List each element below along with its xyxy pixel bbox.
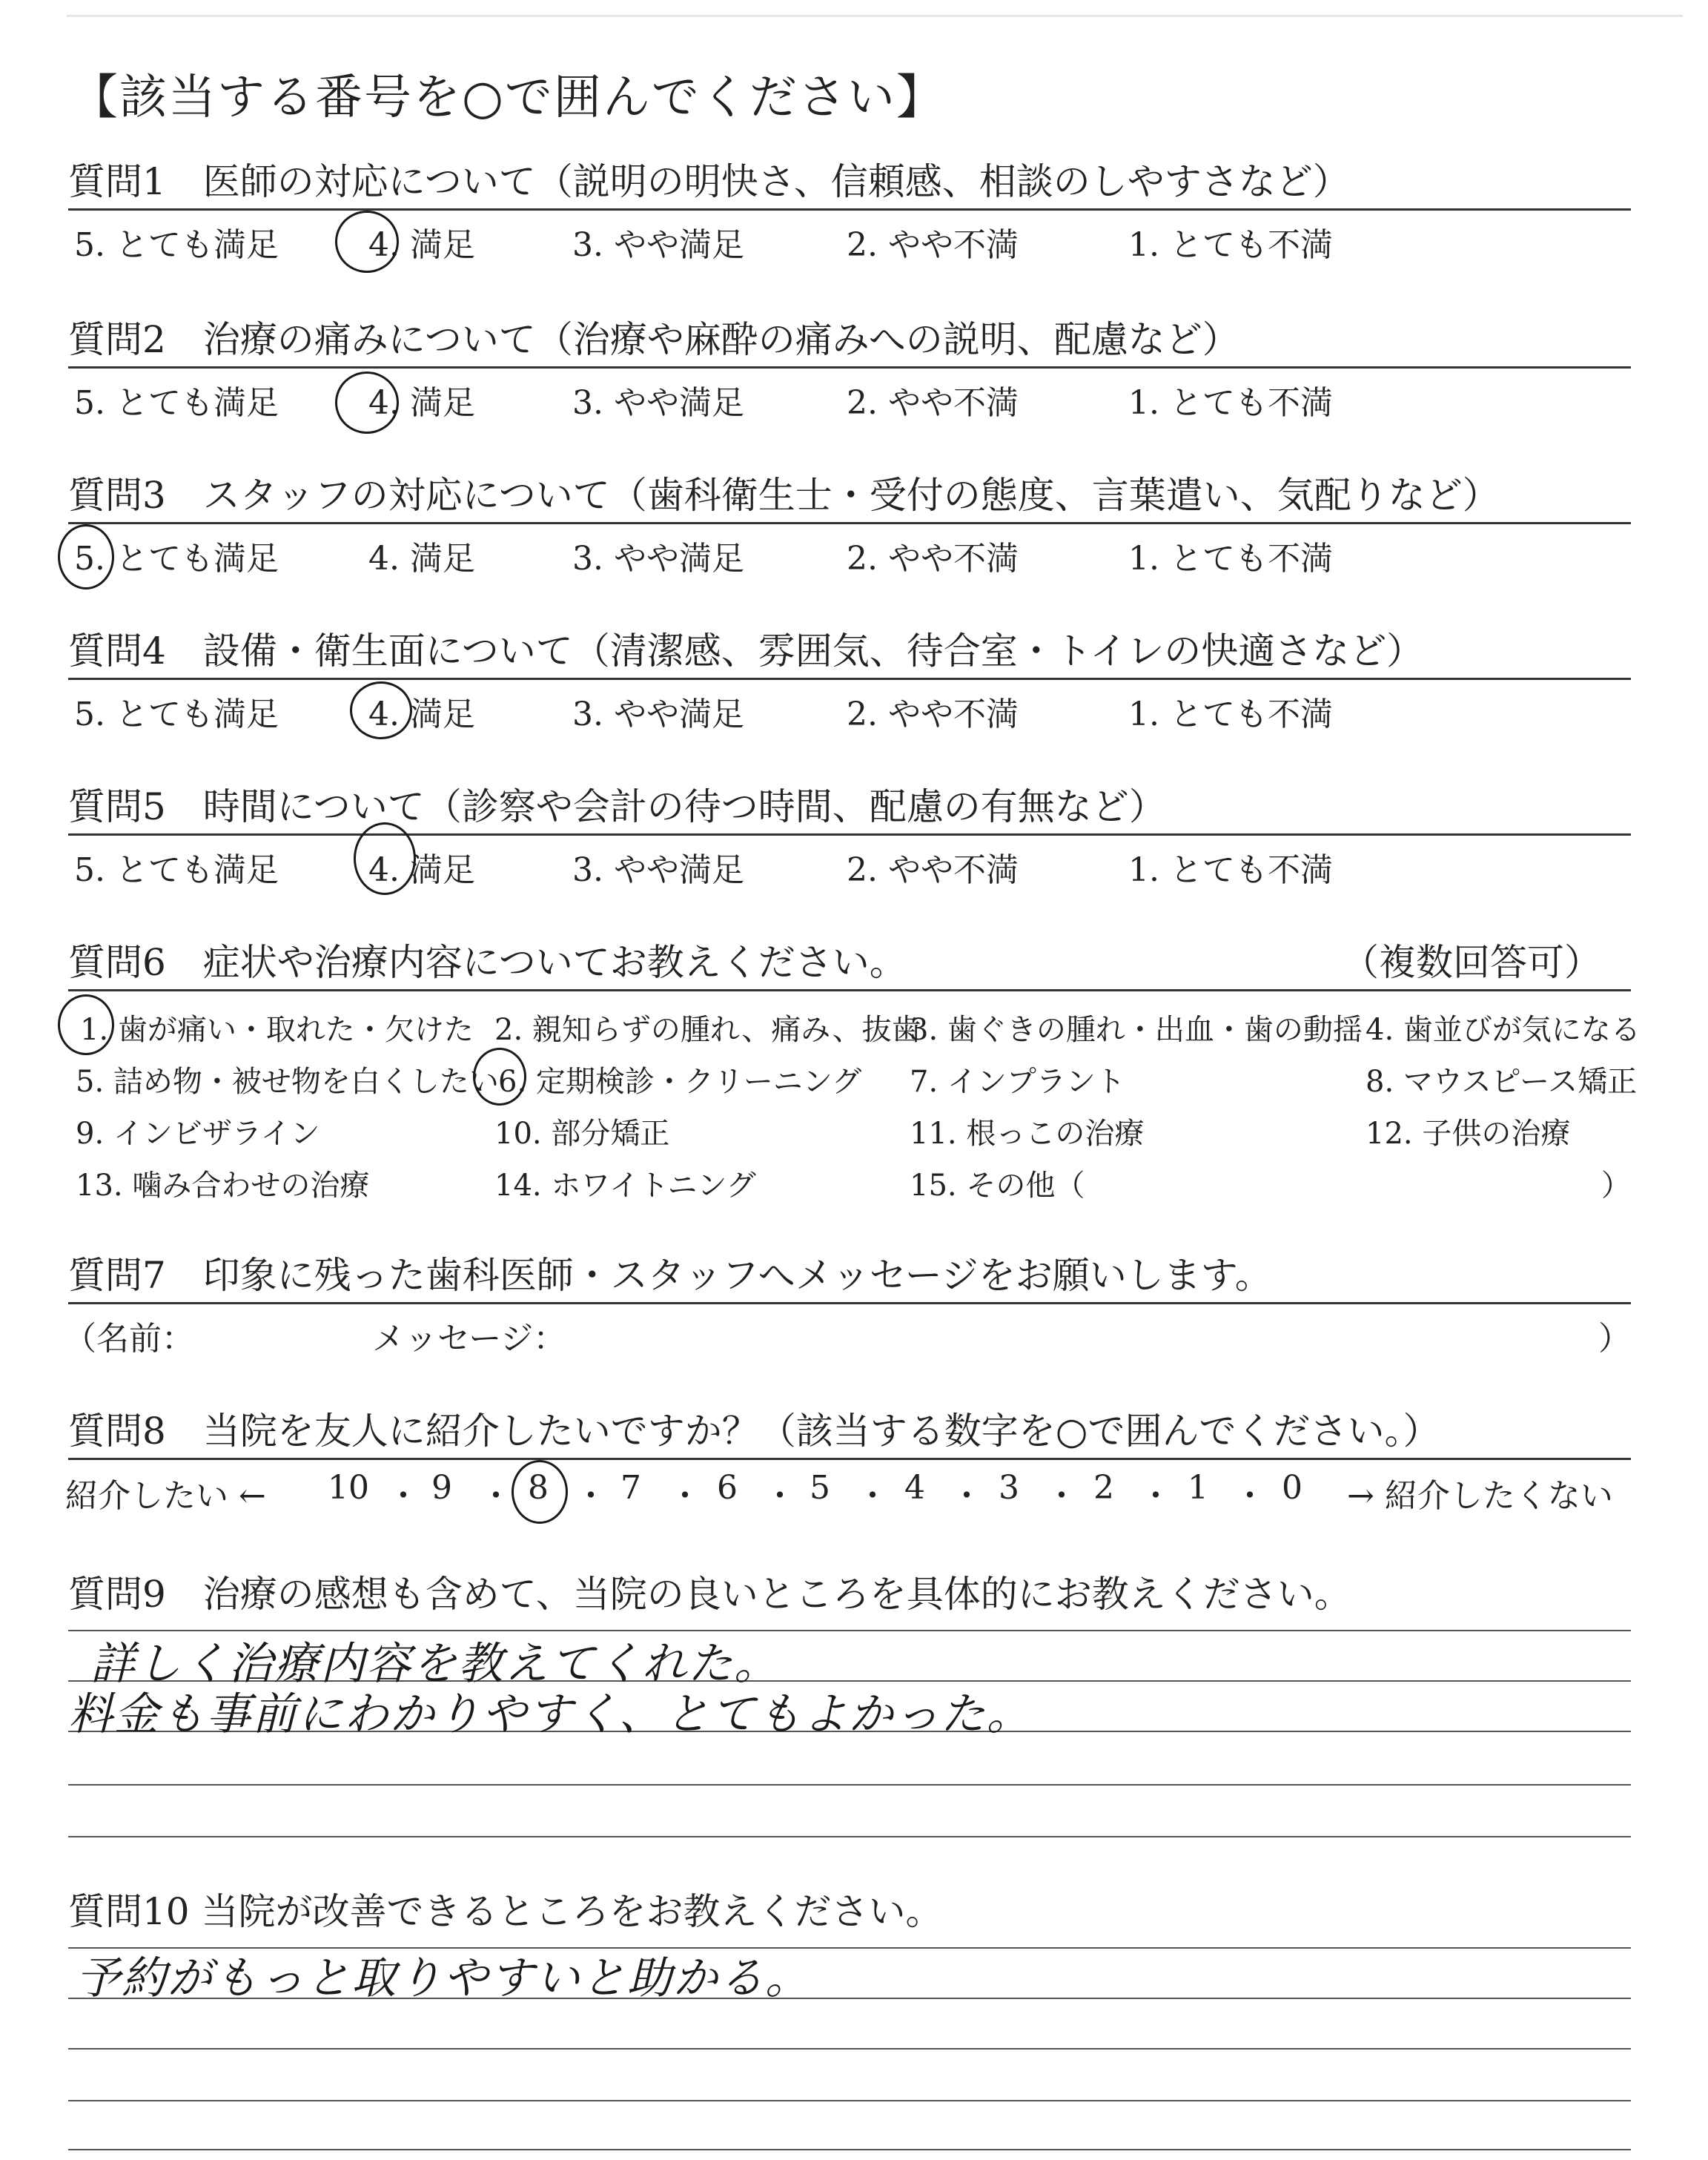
writing-line [68, 2100, 1631, 2101]
handwritten-circle-mark [58, 524, 114, 589]
scale-dot: ・ [1139, 1477, 1172, 1515]
question-6-title: 質問6 症状や治療内容についてお教えください。 [68, 941, 907, 984]
option-7[interactable]: 7. インプラント [910, 1065, 1125, 1099]
scale-dot: ・ [1045, 1477, 1078, 1515]
rating-2[interactable]: 2. やや不満 [847, 851, 1019, 889]
option-12[interactable]: 12. 子供の治療 [1366, 1117, 1571, 1151]
scale-number[interactable]: 4 [904, 1469, 925, 1507]
writing-line [68, 2048, 1631, 2050]
option-15[interactable]: 15. その他（ [910, 1169, 1085, 1203]
scale-number[interactable]: 8 [528, 1469, 549, 1507]
rating-4[interactable]: 4. 満足 [368, 696, 475, 733]
rating-1[interactable]: 1. とても不満 [1128, 384, 1333, 422]
scale-number[interactable]: 9 [431, 1469, 452, 1507]
rating-options [68, 524, 1631, 578]
option-14[interactable]: 14. ホワイトニング [494, 1169, 756, 1203]
question-9 [68, 1572, 1631, 1854]
handwritten-answer-line: 予約がもっと取りやすいと助かる。 [76, 1952, 811, 2004]
rating-1[interactable]: 1. とても不満 [1128, 226, 1333, 264]
scale-number[interactable]: 6 [717, 1469, 738, 1507]
scale-number[interactable]: 2 [1093, 1469, 1114, 1507]
page-top-edge [67, 15, 1683, 17]
scale-number[interactable]: 3 [999, 1469, 1019, 1507]
question-1-heading: 質問1 医師の対応について（説明の明快さ、信頼感、相談のしやすさなど） [68, 160, 1350, 203]
rating-options [68, 211, 1631, 264]
rating-2[interactable]: 2. やや不満 [847, 384, 1019, 422]
question-6-heading [68, 940, 1631, 985]
option-8[interactable]: 8. マウスピース矯正 [1366, 1065, 1638, 1099]
rating-4[interactable]: 4. 満足 [368, 384, 475, 422]
scale-number[interactable]: 5 [810, 1469, 830, 1507]
other-close-paren: ） [1601, 1169, 1631, 1203]
rating-3[interactable]: 3. やや満足 [572, 540, 744, 578]
question-4 [68, 629, 1631, 733]
rating-2[interactable]: 2. やや不満 [847, 540, 1019, 578]
writing-line [68, 2149, 1631, 2150]
question-7 [64, 1253, 1631, 1358]
question-2-heading: 質問2 治療の痛みについて（治療や麻酔の痛みへの説明、配慮など） [68, 318, 1239, 361]
handwritten-circle-mark [335, 211, 399, 273]
name-label: （名前： [64, 1320, 194, 1358]
rating-3[interactable]: 3. やや満足 [572, 384, 744, 422]
message-row [64, 1304, 1631, 1358]
question-7-heading: 質問7 印象に残った歯科医師・スタッフへメッセージをお願いします。 [68, 1254, 1272, 1297]
scale-left-label: 紹介したい ← [65, 1477, 266, 1515]
writing-line [68, 1784, 1631, 1786]
rating-5[interactable]: 5. とても満足 [74, 851, 279, 889]
rating-2[interactable]: 2. やや不満 [847, 696, 1019, 733]
symptom-options [68, 991, 1641, 1214]
option-2[interactable]: 2. 親知らずの腫れ、痛み、抜歯 [494, 1013, 921, 1047]
scale-right-label: → 紹介したくない [1347, 1477, 1613, 1515]
question-5-heading: 質問5 時間について（診察や会計の待つ時間、配慮の有無など） [68, 785, 1166, 828]
rating-5[interactable]: 5. とても満足 [74, 226, 279, 264]
question-2 [68, 317, 1631, 422]
rating-4[interactable]: 4. 満足 [368, 540, 475, 578]
rating-5[interactable]: 5. とても満足 [74, 540, 279, 578]
option-13[interactable]: 13. 噛み合わせの治療 [76, 1169, 370, 1203]
writing-line [68, 1836, 1631, 1837]
scale-dot: ・ [575, 1477, 607, 1515]
question-10-heading: 質問10 当院が改善できるところをお教えください。 [68, 1890, 943, 1933]
rating-3[interactable]: 3. やや満足 [572, 226, 744, 264]
rating-options [68, 369, 1631, 422]
question-3-heading: 質問3 スタッフの対応について（歯科衛生士・受付の態度、言葉遣い、気配りなど） [68, 474, 1500, 517]
rating-4[interactable]: 4. 満足 [368, 226, 475, 264]
rating-3[interactable]: 3. やや満足 [572, 851, 744, 889]
handwritten-circle-mark [512, 1460, 568, 1524]
handwritten-circle-mark [354, 822, 416, 895]
handwritten-answer-line: 料金も事前にわかりやすく、とてもよかった。 [68, 1688, 1033, 1740]
question-3 [68, 473, 1631, 578]
handwritten-circle-mark [473, 1048, 526, 1106]
form-title: 【該当する番号を○で囲んでください】 [70, 70, 945, 125]
handwritten-circle-mark [350, 681, 412, 739]
option-10[interactable]: 10. 部分矯正 [494, 1117, 670, 1151]
rating-4[interactable]: 4. 満足 [368, 851, 475, 889]
question-8-heading: 質問8 当院を友人に紹介したいですか？（該当する数字を○で囲んでください。） [68, 1410, 1440, 1453]
question-10 [68, 1889, 1631, 2156]
question-5 [68, 785, 1631, 889]
recommend-scale [65, 1460, 1631, 1515]
option-5[interactable]: 5. 詰め物・被せ物を白くしたい [76, 1065, 499, 1099]
question-4-heading: 質問4 設備・衛生面について（清潔感、雰囲気、待合室・トイレの快適さなど） [68, 630, 1424, 673]
option-1[interactable]: 1. 歯が痛い・取れた・欠けた [80, 1013, 474, 1047]
multiple-answers-note: （複数回答可） [1342, 941, 1601, 984]
rating-3[interactable]: 3. やや満足 [572, 696, 744, 733]
option-3[interactable]: 3. 歯ぐきの腫れ・出血・歯の動揺 [910, 1013, 1363, 1047]
question-1 [68, 159, 1631, 264]
scale-dot: ・ [764, 1477, 796, 1515]
rating-5[interactable]: 5. とても満足 [74, 696, 279, 733]
rating-options [68, 836, 1631, 889]
rating-5[interactable]: 5. とても満足 [74, 384, 279, 422]
handwritten-circle-mark [335, 371, 399, 434]
question-8 [65, 1409, 1631, 1515]
option-6[interactable]: 6. 定期検診・クリーニング [498, 1065, 862, 1099]
close-paren: ） [1598, 1320, 1631, 1358]
option-9[interactable]: 9. インビザライン [76, 1117, 320, 1151]
scale-dot: ・ [669, 1477, 701, 1515]
scale-dot: ・ [387, 1477, 420, 1515]
option-11[interactable]: 11. 根っこの治療 [910, 1117, 1145, 1151]
scale-dot: ・ [856, 1477, 889, 1515]
rating-2[interactable]: 2. やや不満 [847, 226, 1019, 264]
scale-dot: ・ [1234, 1477, 1266, 1515]
scale-dot: ・ [480, 1477, 512, 1515]
scale-dot: ・ [950, 1477, 983, 1515]
scale-number[interactable]: 10 [328, 1469, 369, 1507]
rating-1[interactable]: 1. とても不満 [1128, 851, 1333, 889]
rating-1[interactable]: 1. とても不満 [1128, 696, 1333, 733]
option-4[interactable]: 4. 歯並びが気になる [1366, 1013, 1641, 1047]
question-6 [68, 940, 1641, 1214]
scale-number[interactable]: 7 [620, 1469, 641, 1507]
handwritten-answer-line: 詳しく治療内容を教えてくれた。 [90, 1638, 780, 1690]
message-label: メッセージ： [372, 1320, 566, 1358]
scale-number[interactable]: 0 [1282, 1469, 1302, 1507]
rating-1[interactable]: 1. とても不満 [1128, 540, 1333, 578]
rating-options [68, 680, 1631, 733]
scale-number[interactable]: 1 [1188, 1469, 1208, 1507]
handwritten-circle-mark [58, 994, 114, 1055]
question-9-heading: 質問9 治療の感想も含めて、当院の良いところを具体的にお教えください。 [68, 1573, 1351, 1616]
